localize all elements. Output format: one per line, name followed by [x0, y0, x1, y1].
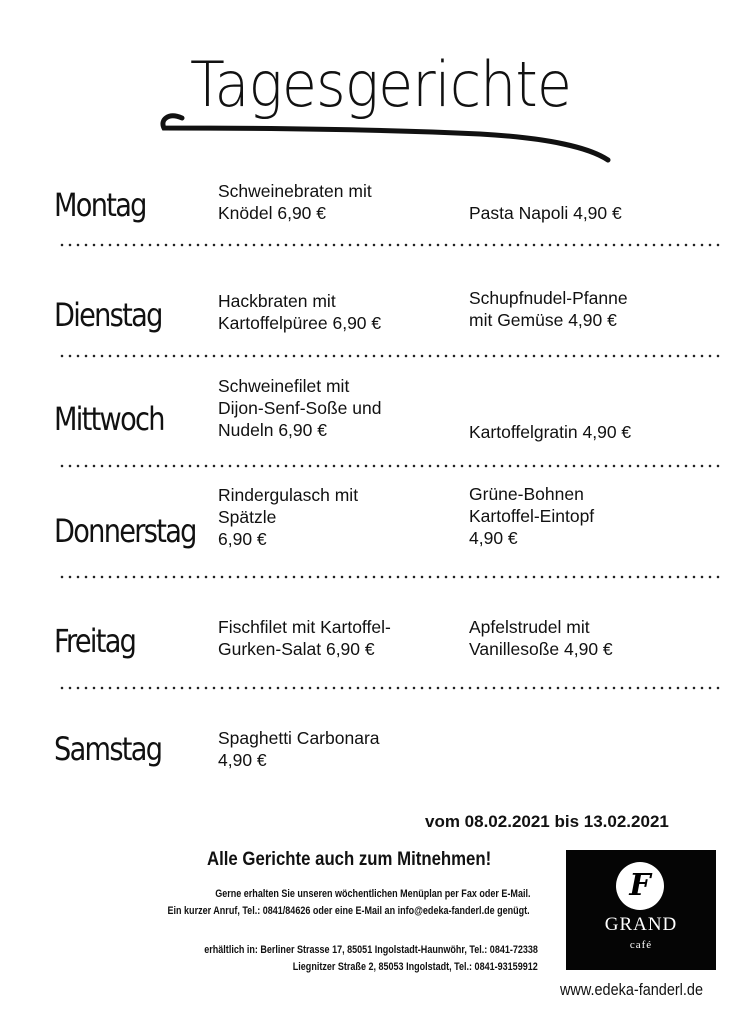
- logo-sub: café: [629, 939, 653, 951]
- takeaway-note: Alle Gerichte auch zum Mitnehmen!: [207, 848, 492, 870]
- address-text-1: erhältlich in: Berliner Strasse 17, 85051 Ingolstadt-Haunwöhr, Tel.: 0841-72338: [204, 944, 538, 956]
- day-label-friday: Freitag: [54, 622, 136, 660]
- info-text-1: Gerne erhalten Sie unseren wöchentlichen Menüplan per Fax oder E-Mail.: [214, 888, 530, 900]
- website-link[interactable]: www.edeka-fanderl.de: [560, 980, 703, 999]
- page-title: [150, 48, 620, 168]
- address-text-2: Liegnitzer Straße 2, 85053 Ingolstadt, Tel.: 0841-93159912: [293, 961, 538, 973]
- divider: [58, 464, 722, 468]
- dish-tuesday-2: Schupfnudel-Pfanne mit Gemüse 4,90 €: [469, 288, 628, 330]
- dish-saturday-1: Spaghetti Carbonara 4,90 €: [218, 728, 380, 770]
- day-label-wednesday: Mittwoch: [54, 400, 164, 438]
- title-text: Tagesgerichte: [190, 48, 572, 121]
- dish-monday-2: Pasta Napoli 4,90 €: [469, 203, 622, 223]
- divider: [58, 575, 722, 579]
- day-label-tuesday: Dienstag: [54, 296, 162, 334]
- day-label-saturday: Samstag: [54, 730, 162, 768]
- divider: [58, 243, 722, 247]
- divider: [58, 686, 722, 690]
- dish-wednesday-1: Schweinefilet mit Dijon-Senf-Soße und Nudeln 6,90 €: [218, 376, 382, 440]
- dish-friday-1: Fischfilet mit Kartoffel- Gurken-Salat 6,90 €: [218, 617, 391, 659]
- grand-cafe-logo: [566, 850, 716, 970]
- dish-monday-1: Schweinebraten mit Knödel 6,90 €: [218, 181, 372, 223]
- dish-thursday-1: Rindergulasch mit Spätzle 6,90 €: [218, 485, 359, 549]
- logo-letter-icon: F: [616, 862, 664, 910]
- dish-thursday-2: Grüne-Bohnen Kartoffel-Eintopf 4,90 €: [469, 484, 595, 548]
- info-text-2: Ein kurzer Anruf, Tel.: 0841/84626 oder eine E-Mail an info@edeka-fanderl.de genügt.: [167, 905, 530, 917]
- date-range: vom 08.02.2021 bis 13.02.2021: [425, 812, 669, 831]
- logo-name: GRAND: [604, 914, 678, 935]
- divider: [58, 354, 722, 358]
- dish-wednesday-2: Kartoffelgratin 4,90 €: [469, 422, 632, 442]
- day-label-thursday: Donnerstag: [54, 512, 196, 550]
- dish-friday-2: Apfelstrudel mit Vanillesoße 4,90 €: [469, 617, 613, 659]
- dish-tuesday-1: Hackbraten mit Kartoffelpüree 6,90 €: [218, 291, 382, 333]
- day-label-monday: Montag: [54, 186, 146, 224]
